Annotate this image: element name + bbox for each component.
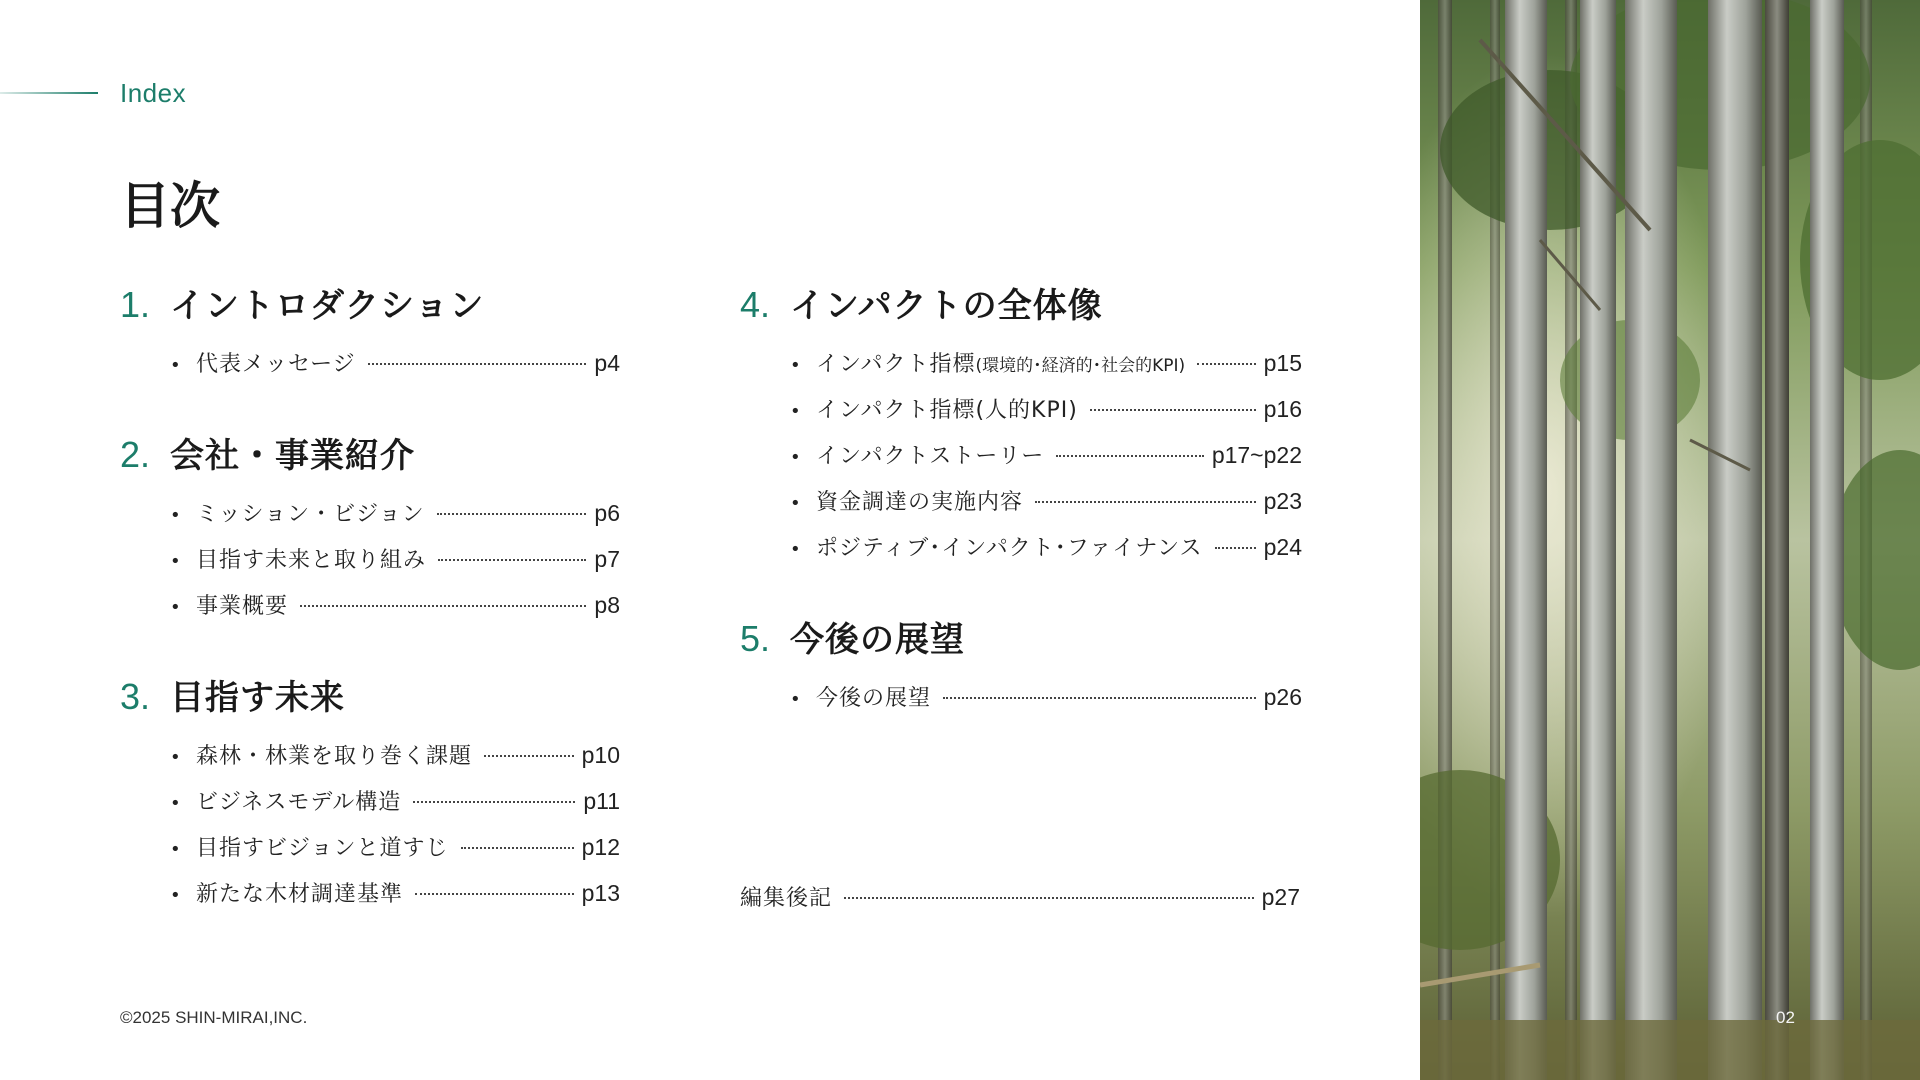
bullet: •	[170, 839, 181, 860]
toc-entry-label: インパクト指標(人的KPI)	[816, 398, 1078, 423]
bullet: •	[170, 505, 181, 526]
toc-entry-sublabel: (環境的･経済的･社会的KPI)	[975, 356, 1186, 376]
toc-entry[interactable]	[790, 524, 1302, 570]
toc-entry[interactable]	[170, 536, 620, 582]
bullet: •	[170, 793, 181, 814]
toc-entry-page: p16	[1263, 396, 1302, 422]
toc-entry-label: 代表メッセージ	[196, 352, 356, 377]
toc-entry[interactable]	[790, 478, 1302, 524]
toc-entry-page: p11	[583, 788, 620, 814]
toc-entry-page: p23	[1263, 488, 1302, 514]
section-outlook	[740, 612, 1302, 720]
index-label: Index	[120, 78, 187, 108]
section-items	[740, 674, 1302, 720]
section-title: イントロダクション	[170, 286, 485, 326]
bullet: •	[170, 551, 181, 572]
toc-entry-label: ポジティブ･インパクト･ファイナンス	[816, 536, 1203, 561]
toc-entry[interactable]	[170, 340, 620, 386]
toc-entry-page: p4	[594, 350, 620, 376]
bullet: •	[790, 401, 801, 422]
section-title: 会社・事業紹介	[170, 436, 415, 476]
toc-entry[interactable]	[170, 732, 620, 778]
forest-illustration	[1420, 0, 1920, 1080]
page-number: 02	[1776, 1008, 1795, 1027]
toc-entry-label: 目指すビジョンと道すじ	[196, 836, 449, 861]
toc-entry-page: p7	[594, 546, 620, 572]
toc-entry-page: p17~p22	[1211, 442, 1302, 468]
bullet: •	[790, 689, 801, 710]
section-heading	[120, 428, 620, 478]
dot-leader	[484, 755, 574, 757]
copyright-notice: ©2025 SHIN-MIRAI,INC.	[120, 1008, 308, 1027]
toc-entry-label: 森林・林業を取り巻く課題	[196, 744, 473, 769]
section-company	[120, 428, 620, 628]
dot-leader	[1215, 547, 1256, 549]
dot-leader	[1056, 455, 1204, 457]
toc-entry-page: p27	[1261, 884, 1300, 910]
cedar-forest-photo	[1420, 0, 1920, 1080]
dot-leader	[1035, 501, 1256, 503]
section-title: 今後の展望	[790, 620, 965, 660]
section-title: 目指す未来	[170, 678, 345, 718]
dot-leader	[300, 605, 586, 607]
toc-entry[interactable]	[790, 674, 1302, 720]
toc-entry[interactable]	[170, 870, 620, 916]
section-number: 1.	[120, 284, 151, 325]
section-number: 2.	[120, 434, 151, 475]
index-accent-line	[0, 92, 98, 94]
toc-entry-label: インパクト指標(環境的･経済的･社会的KPI)	[816, 352, 1186, 377]
toc-entry[interactable]	[790, 432, 1302, 478]
section-number: 4.	[740, 284, 771, 325]
section-number: 3.	[120, 676, 151, 717]
toc-entry-page: p15	[1263, 350, 1302, 376]
bullet: •	[170, 355, 181, 376]
toc-entry-page: p6	[594, 500, 620, 526]
dot-leader	[413, 801, 575, 803]
toc-entry-label: ビジネスモデル構造	[196, 790, 402, 815]
dot-leader	[415, 893, 574, 895]
toc-entry-label: インパクトストーリー	[816, 444, 1045, 469]
bullet: •	[170, 747, 181, 768]
section-items	[120, 340, 620, 386]
bullet: •	[170, 885, 181, 906]
bullet: •	[790, 539, 801, 560]
section-heading	[740, 278, 1302, 328]
toc-entry[interactable]	[170, 824, 620, 870]
section-introduction	[120, 278, 620, 386]
dot-leader	[368, 363, 587, 365]
toc-entry-afterword[interactable]	[740, 874, 1300, 920]
toc-entry-label: 資金調達の実施内容	[816, 490, 1024, 515]
toc-entry-label: 事業概要	[196, 594, 289, 619]
toc-entry[interactable]	[170, 490, 620, 536]
toc-entry-page: p26	[1263, 684, 1302, 710]
page-title: 目次	[120, 177, 220, 235]
toc-entry[interactable]	[790, 340, 1302, 386]
toc-entry-label: 目指す未来と取り組み	[196, 548, 427, 573]
toc-entry-label: 今後の展望	[816, 686, 932, 711]
toc-entry-page: p10	[581, 742, 620, 768]
toc-entry-page: p24	[1263, 534, 1302, 560]
bullet: •	[790, 493, 801, 514]
toc-entry[interactable]	[170, 582, 620, 628]
bullet: •	[790, 447, 801, 468]
toc-entry-label: 新たな木材調達基準	[196, 882, 404, 907]
dot-leader	[461, 847, 574, 849]
section-items	[740, 340, 1302, 570]
section-heading	[740, 612, 1302, 662]
toc-entry-label: 編集後記	[740, 886, 833, 911]
section-impact	[740, 278, 1302, 570]
dot-leader	[1197, 363, 1255, 365]
toc-entry-page: p13	[581, 880, 620, 906]
bullet: •	[790, 355, 801, 376]
dot-leader	[1090, 409, 1256, 411]
section-number: 5.	[740, 618, 771, 659]
toc-entry[interactable]	[790, 386, 1302, 432]
section-heading	[120, 670, 620, 720]
dot-leader	[844, 897, 1254, 899]
section-title: インパクトの全体像	[790, 286, 1103, 326]
toc-entry-page: p12	[581, 834, 620, 860]
section-future	[120, 670, 620, 916]
dot-leader	[438, 559, 586, 561]
dot-leader	[437, 513, 587, 515]
toc-entry-page: p8	[594, 592, 620, 618]
section-items	[120, 732, 620, 916]
toc-entry[interactable]	[170, 778, 620, 824]
section-items	[120, 490, 620, 628]
section-heading	[120, 278, 620, 328]
bullet: •	[170, 597, 181, 618]
dot-leader	[943, 697, 1256, 699]
toc-entry-label: ミッション・ビジョン	[196, 502, 425, 527]
